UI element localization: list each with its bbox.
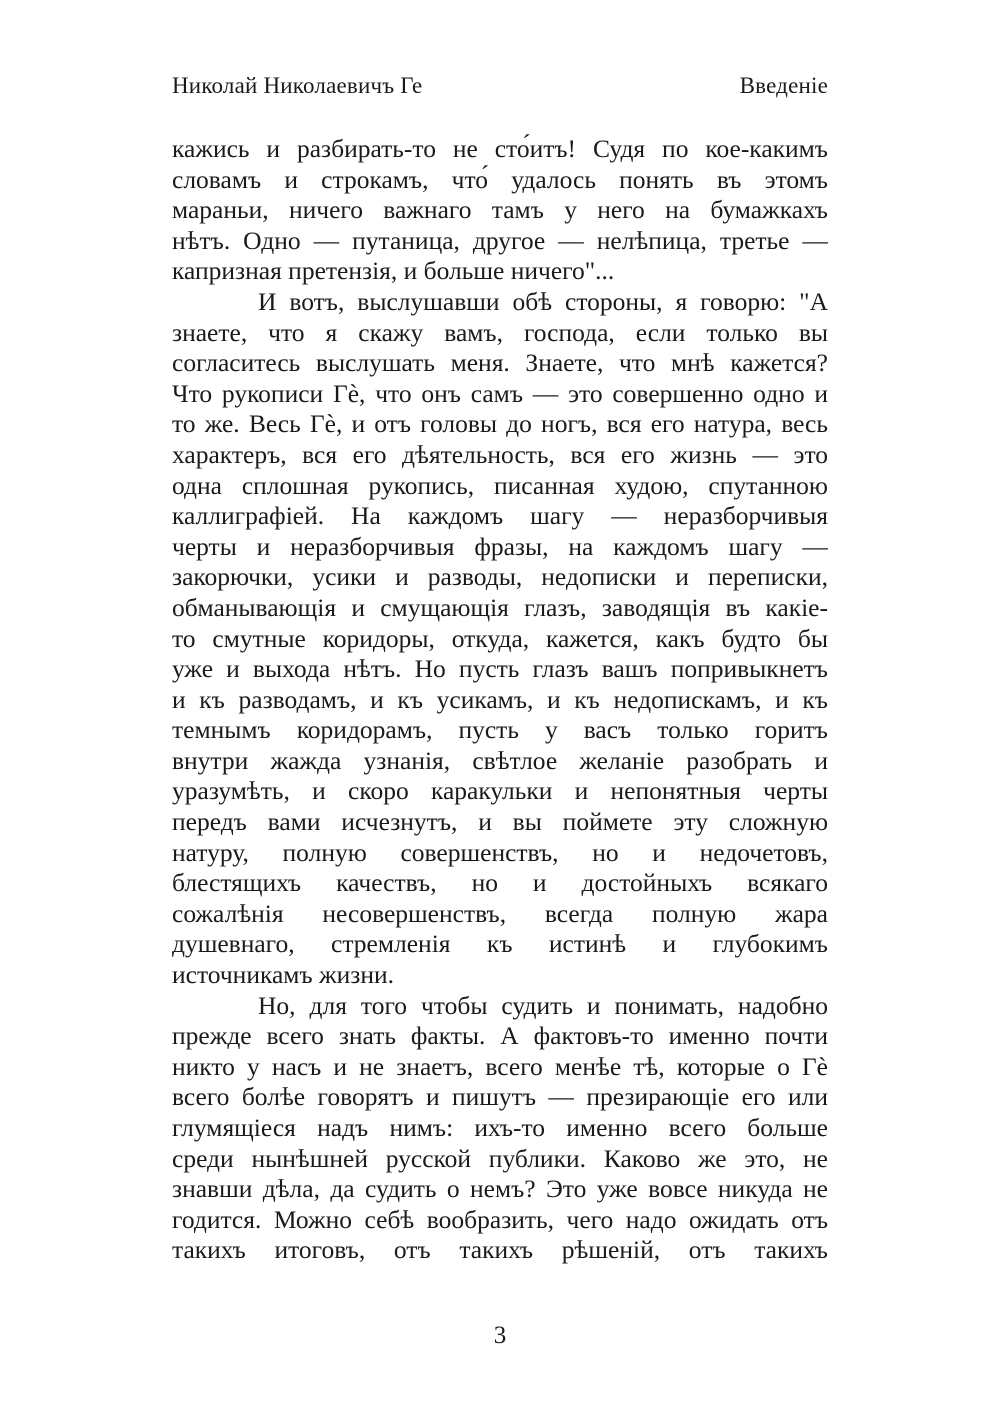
text-line: сожалѣнія несовершенствъ, всегда полную жара — [172, 898, 828, 928]
page-number: 3 — [493, 1322, 507, 1349]
text-line: Но, для того чтобы судить и понимать, надобно — [258, 990, 828, 1020]
text-line: согласитесь выслушать меня. Знаете, что мнѣ кажется? — [172, 348, 828, 378]
text-line: блестящихъ качествъ, но и достойныхъ всякаго — [172, 868, 828, 898]
text-line: черты и неразборчивыя фразы, на каждомъ шагу — — [172, 531, 828, 561]
text-line: словамъ и строкамъ, что́ удалось понять въ этомъ — [172, 164, 828, 194]
text-line: знавши дѣла, да судить о немъ? Это уже вовсе никуда не — [172, 1174, 828, 1204]
text-line: одна сплошная рукопись, писанная худою, спутанною — [172, 470, 828, 500]
text-line: годится. Можно себѣ вообразить, чего надо ожидать отъ — [172, 1204, 828, 1234]
text-line: обманывающія и смущающія глазъ, заводящія въ какіе- — [172, 592, 828, 622]
text-line: мараньи, ничего важнаго тамъ у него на бумажкахъ — [172, 195, 828, 225]
text-line: нѣтъ. Одно — путаница, другое — нелѣпица, третье — — [172, 225, 828, 255]
text-line: никто у насъ и не знаетъ, всего менѣе тѣ, которые о Гè — [172, 1051, 828, 1081]
header-section-title: Введеніе — [739, 73, 828, 98]
text-line: среди нынѣшней русской публики. Каково же это, не — [172, 1143, 828, 1173]
text-line: всего болѣе говорятъ и пишутъ — презирающіе его или — [172, 1082, 828, 1112]
text-line: прежде всего знать факты. А фактовъ-то именно почти — [172, 1021, 828, 1051]
paragraph-1 — [172, 134, 828, 287]
text-line: то же. Весь Гè, и отъ головы до ногъ, вся его натура, весь — [172, 409, 828, 439]
text-line: И вотъ, выслушавши обѣ стороны, я говорю: "А — [258, 286, 828, 316]
text-line: кажись и разбирать-то не сто́итъ! Судя по кое-какимъ — [172, 134, 828, 163]
text-line: уже и выхода нѣтъ. Но пусть глазъ вашъ попривыкнетъ — [172, 654, 828, 684]
text-line: и къ разводамъ, и къ усикамъ, и къ недопискамъ, и къ — [172, 684, 828, 714]
text-line: душевнаго, стремленія къ истинѣ и глубокимъ — [172, 929, 828, 959]
text-line: глумящіеся надъ нимъ: ихъ-то именно всего больше — [172, 1113, 828, 1142]
text-line: уразумѣть, и скоро каракульки и непонятныя черты — [172, 776, 828, 806]
text-line: источникамъ жизни. — [172, 960, 395, 990]
text-line: характеръ, вся его дѣятельность, вся его жизнь — это — [172, 439, 828, 469]
text-line: натуру, полную совершенствъ, но и недочетовъ, — [172, 837, 828, 867]
paragraph-3 — [172, 991, 828, 1266]
running-header — [172, 70, 828, 102]
text-line: капризная претензія, и больше ничего"... — [172, 256, 615, 286]
text-line: знаете, что я скажу вамъ, господа, если только вы — [172, 317, 828, 347]
text-line: внутри жажда узнанія, свѣтлое желаніе разобрать и — [172, 745, 828, 775]
text-line: передъ вами исчезнутъ, и вы поймете эту сложную — [172, 807, 828, 837]
text-line: то смутные коридоры, откуда, кажется, какъ будто бы — [172, 623, 828, 653]
header-author: Николай Николаевичъ Ге — [172, 73, 423, 98]
body-text — [172, 134, 828, 1266]
text-line: закорючки, усики и разводы, недописки и переписки, — [172, 562, 828, 592]
text-line: темнымъ коридорамъ, пусть у васъ только горитъ — [172, 715, 828, 745]
text-line: каллиграфіей. На каждомъ шагу — неразборчивыя — [172, 501, 828, 531]
text-line: такихъ итоговъ, отъ такихъ рѣшеній, отъ такихъ — [172, 1235, 828, 1265]
paragraph-2 — [172, 287, 828, 991]
text-line: Что рукописи Гè, что онъ самъ — это совершенно одно и — [172, 378, 828, 408]
